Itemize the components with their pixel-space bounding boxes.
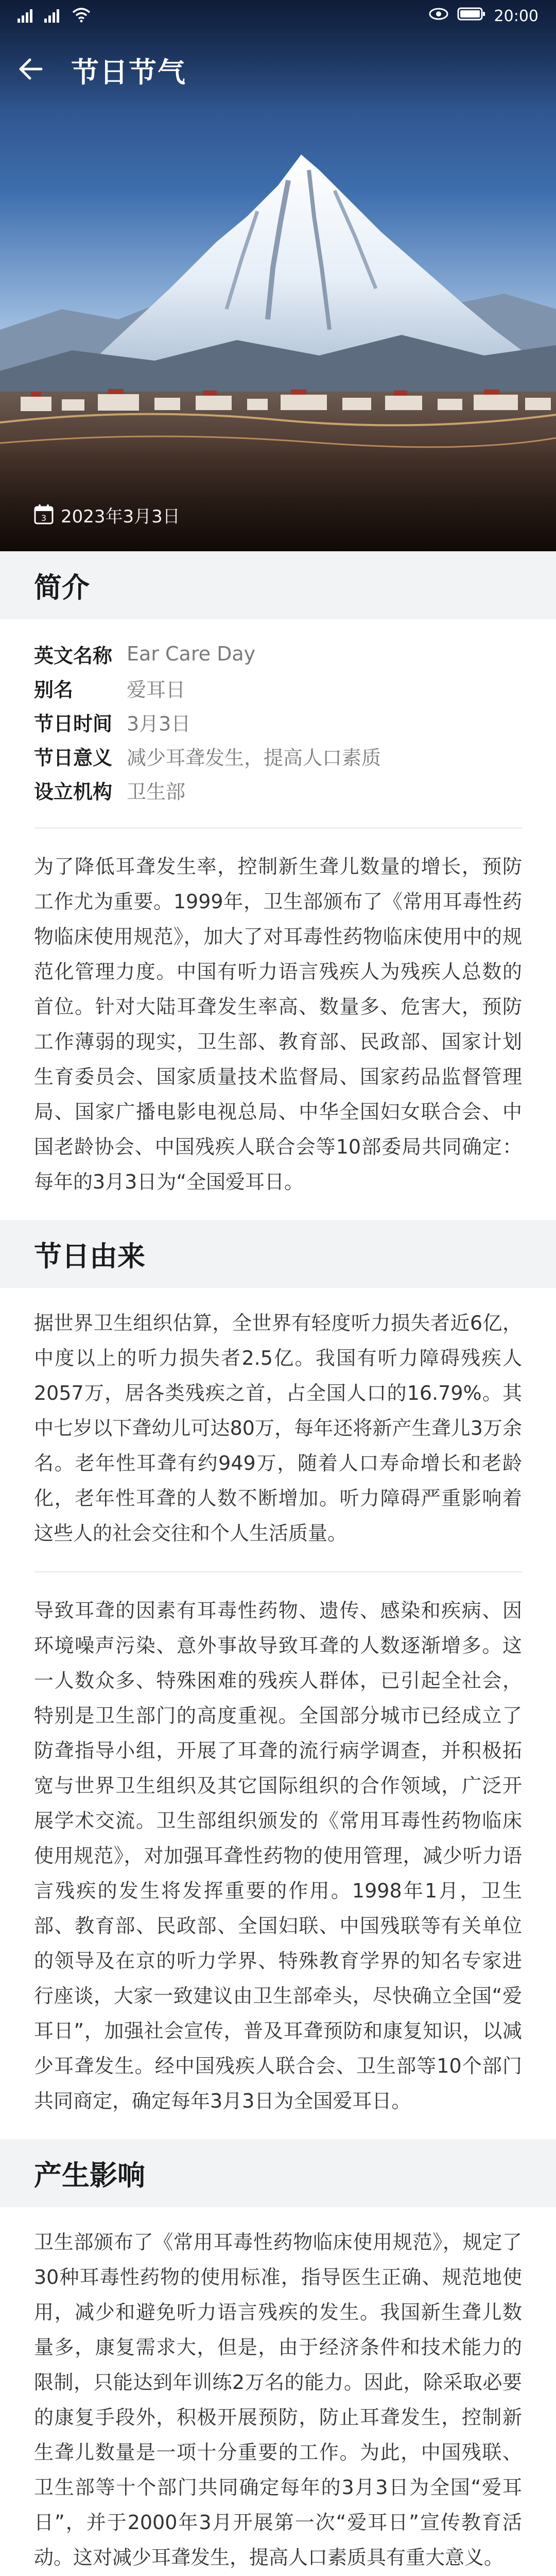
info-row-meaning xyxy=(34,739,522,773)
info-key: 节日时间 xyxy=(34,712,113,735)
content xyxy=(0,551,556,2576)
wifi-icon xyxy=(71,7,92,27)
info-value: 减少耳聋发生，提高人口素质 xyxy=(127,746,381,769)
info-row-date xyxy=(34,705,522,739)
status-time: 20:00 xyxy=(494,7,538,25)
info-row-alias xyxy=(34,671,522,705)
origin-section xyxy=(0,1220,556,2139)
festival-date: 2023年3月3日 xyxy=(61,506,180,527)
calendar-icon xyxy=(34,504,54,527)
impact-header xyxy=(0,2139,556,2207)
hero-banner xyxy=(0,0,556,551)
signal-icon-2 xyxy=(44,7,64,27)
intro-body xyxy=(0,619,556,1220)
intro-paragraph: 为了降低耳聋发生率，控制新生聋儿数量的增长，预防工作尤为重要。1999年，卫生部颁布了《常用耳毒性药物临床使用规范》，加大了对耳毒性药物临床使用中的规范化管理力度。中国有听力语言残疾人为残疾人总数的首位。针对大陆耳聋发生率高、数量多、危害大，预防工作薄弱的现实，卫生部、教育部、民政部、国家计划生育委员会、国家质量技术监督局、国家药品监督管理局、国家广播电影电视总局、中华全国妇女联合会、中国老龄协会、中国残疾人联合会等10部委局共同确定：每年的3月3日为“全国爱耳日。 xyxy=(34,855,522,1193)
impact-section xyxy=(0,2139,556,2576)
origin-body xyxy=(0,1288,556,2139)
info-value: 卫生部 xyxy=(127,780,186,803)
title-bar xyxy=(0,39,556,101)
info-row-organization xyxy=(34,773,522,807)
origin-header xyxy=(0,1220,556,1288)
eye-comfort-icon xyxy=(428,6,449,26)
info-value: Ear Care Day xyxy=(127,642,256,665)
info-key: 节日意义 xyxy=(34,746,113,769)
impact-paragraph: 卫生部颁布了《常用耳毒性药物临床使用规范》，规定了30种耳毒性药物的使用标准，指导医生正确、规范地使用，减少和避免听力语言残疾的发生。我国新生聋儿数量多，康复需求大，但是，由于经济条件和技术能力的限制，只能达到年训练2万名的能力。因此，除采取必要的康复手段外，积极开展预防，防止耳聋发生，控制新生聋儿数量是一项十分重要的工作。为此，中国残联、卫生部等十个部门共同确定每年的3月3日为全国“爱耳日”，并于2000年3月开展第一次“爱耳日”宣传教育活动。这对减少耳聋发生，提高人口素质具有重大意义。 xyxy=(34,2231,522,2569)
impact-title: 产生影响 xyxy=(34,2159,145,2192)
info-key: 英文名称 xyxy=(34,644,113,667)
info-value: 爱耳日 xyxy=(127,678,186,701)
date-chip xyxy=(34,502,180,528)
battery-icon xyxy=(457,6,486,26)
intro-header xyxy=(0,551,556,619)
signal-icon xyxy=(18,7,37,27)
arrow-left-icon xyxy=(16,55,45,86)
status-bar xyxy=(0,0,556,33)
status-left-icons xyxy=(18,7,92,27)
status-right-icons xyxy=(428,6,538,26)
info-key: 别名 xyxy=(34,678,74,701)
divider xyxy=(34,1571,522,1572)
back-button[interactable] xyxy=(0,39,62,101)
origin-title: 节日由来 xyxy=(34,1240,145,1273)
impact-body xyxy=(0,2207,556,2576)
origin-paragraph-1: 据世界卫生组织估算，全世界有轻度听力损失者近6亿，中度以上的听力损失者2.5亿。我国有听力障碍残疾人2057万，居各类残疾之首，占全国人口的16.79%。其中七岁以下聋幼儿可达80万，每年还将新产生聋儿3万余名。老年性耳聋有约949万，随着人口寿命增长和老龄化，老年性耳聋的人数不断增加。听力障碍严重影响着这些人的社会交往和个人生活质量。 xyxy=(34,1312,522,1545)
info-row-english-name xyxy=(34,637,522,671)
info-key: 设立机构 xyxy=(34,780,113,803)
page-title: 节日节气 xyxy=(71,56,186,89)
intro-section xyxy=(0,551,556,1220)
intro-title: 简介 xyxy=(34,571,90,604)
info-value: 3月3日 xyxy=(127,712,191,735)
calendar-day: 3 xyxy=(41,513,47,523)
divider xyxy=(34,827,522,828)
origin-paragraph-2: 导致耳聋的因素有耳毒性药物、遗传、感染和疾病、因环境噪声污染、意外事故导致耳聋的人数逐渐增多。这一人数众多、特殊困难的残疾人群体，已引起全社会，特别是卫生部门的高度重视。全国部分城市已经成立了防聋指导小组，开展了耳聋的流行病学调查，并积极拓宽与世界卫生组织及其它国际组织的合作领域，广泛开展学术交流。卫生部组织颁发的《常用耳毒性药物临床使用规范》，对加强耳聋性药物的使用管理，减少听力语言残疾的发生将发挥重要的作用。1998年1月，卫生部、教育部、民政部、全国妇联、中国残联等有关单位的领导及在京的听力学界、特殊教育学界的知名专家进行座谈，大家一致建议由卫生部牵头，尽快确立全国“爱耳日”，加强社会宣传，普及耳聋预防和康复知识，以减少耳聋发生。经中国残疾人联合会、卫生部等10个部门共同商定，确定每年3月3日为全国爱耳日。 xyxy=(34,1599,522,2112)
